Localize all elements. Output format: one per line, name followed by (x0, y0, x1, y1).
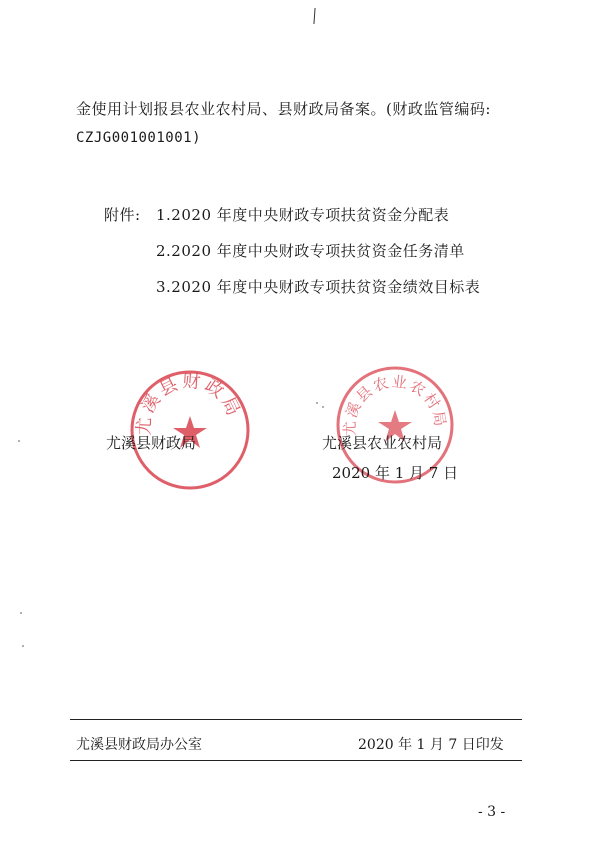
scan-speck (18, 440, 20, 442)
scan-speck (316, 402, 318, 404)
signature-right-org: 尤溪县农业农村局 (322, 434, 443, 452)
attachment-item-3: 3.2020 年度中央财政专项扶贫资金绩效目标表 (156, 278, 481, 296)
finance-bureau-seal (128, 368, 252, 492)
scan-speck (20, 612, 22, 614)
footer-top-rule (70, 719, 522, 720)
footer-bottom-rule (70, 760, 522, 761)
right-seal-text: 尤溪县农业农村局 (340, 372, 450, 437)
attachment-item-1: 1.2020 年度中央财政专项扶贫资金分配表 (156, 206, 450, 224)
footer-issue-date: 2020 年 1 月 7 日印发 (358, 737, 504, 753)
attachments-label: 附件: (104, 206, 141, 224)
footer-office: 尤溪县财政局办公室 (76, 737, 202, 753)
page-number: - 3 - (478, 804, 506, 820)
signature-left-org: 尤溪县财政局 (106, 434, 197, 452)
body-line-1: 金使用计划报县农业农村局、县财政局备案。(财政监管编码: (76, 100, 491, 118)
left-seal-text: 尤溪县财政局 (133, 370, 245, 436)
scan-speck (22, 645, 24, 647)
scan-mark (313, 8, 315, 24)
body-line-2: CZJG001001001) (76, 130, 202, 146)
attachment-item-2: 2.2020 年度中央财政专项扶贫资金任务清单 (156, 242, 465, 260)
signature-date: 2020 年 1 月 7 日 (332, 464, 459, 482)
scan-speck (322, 406, 324, 408)
